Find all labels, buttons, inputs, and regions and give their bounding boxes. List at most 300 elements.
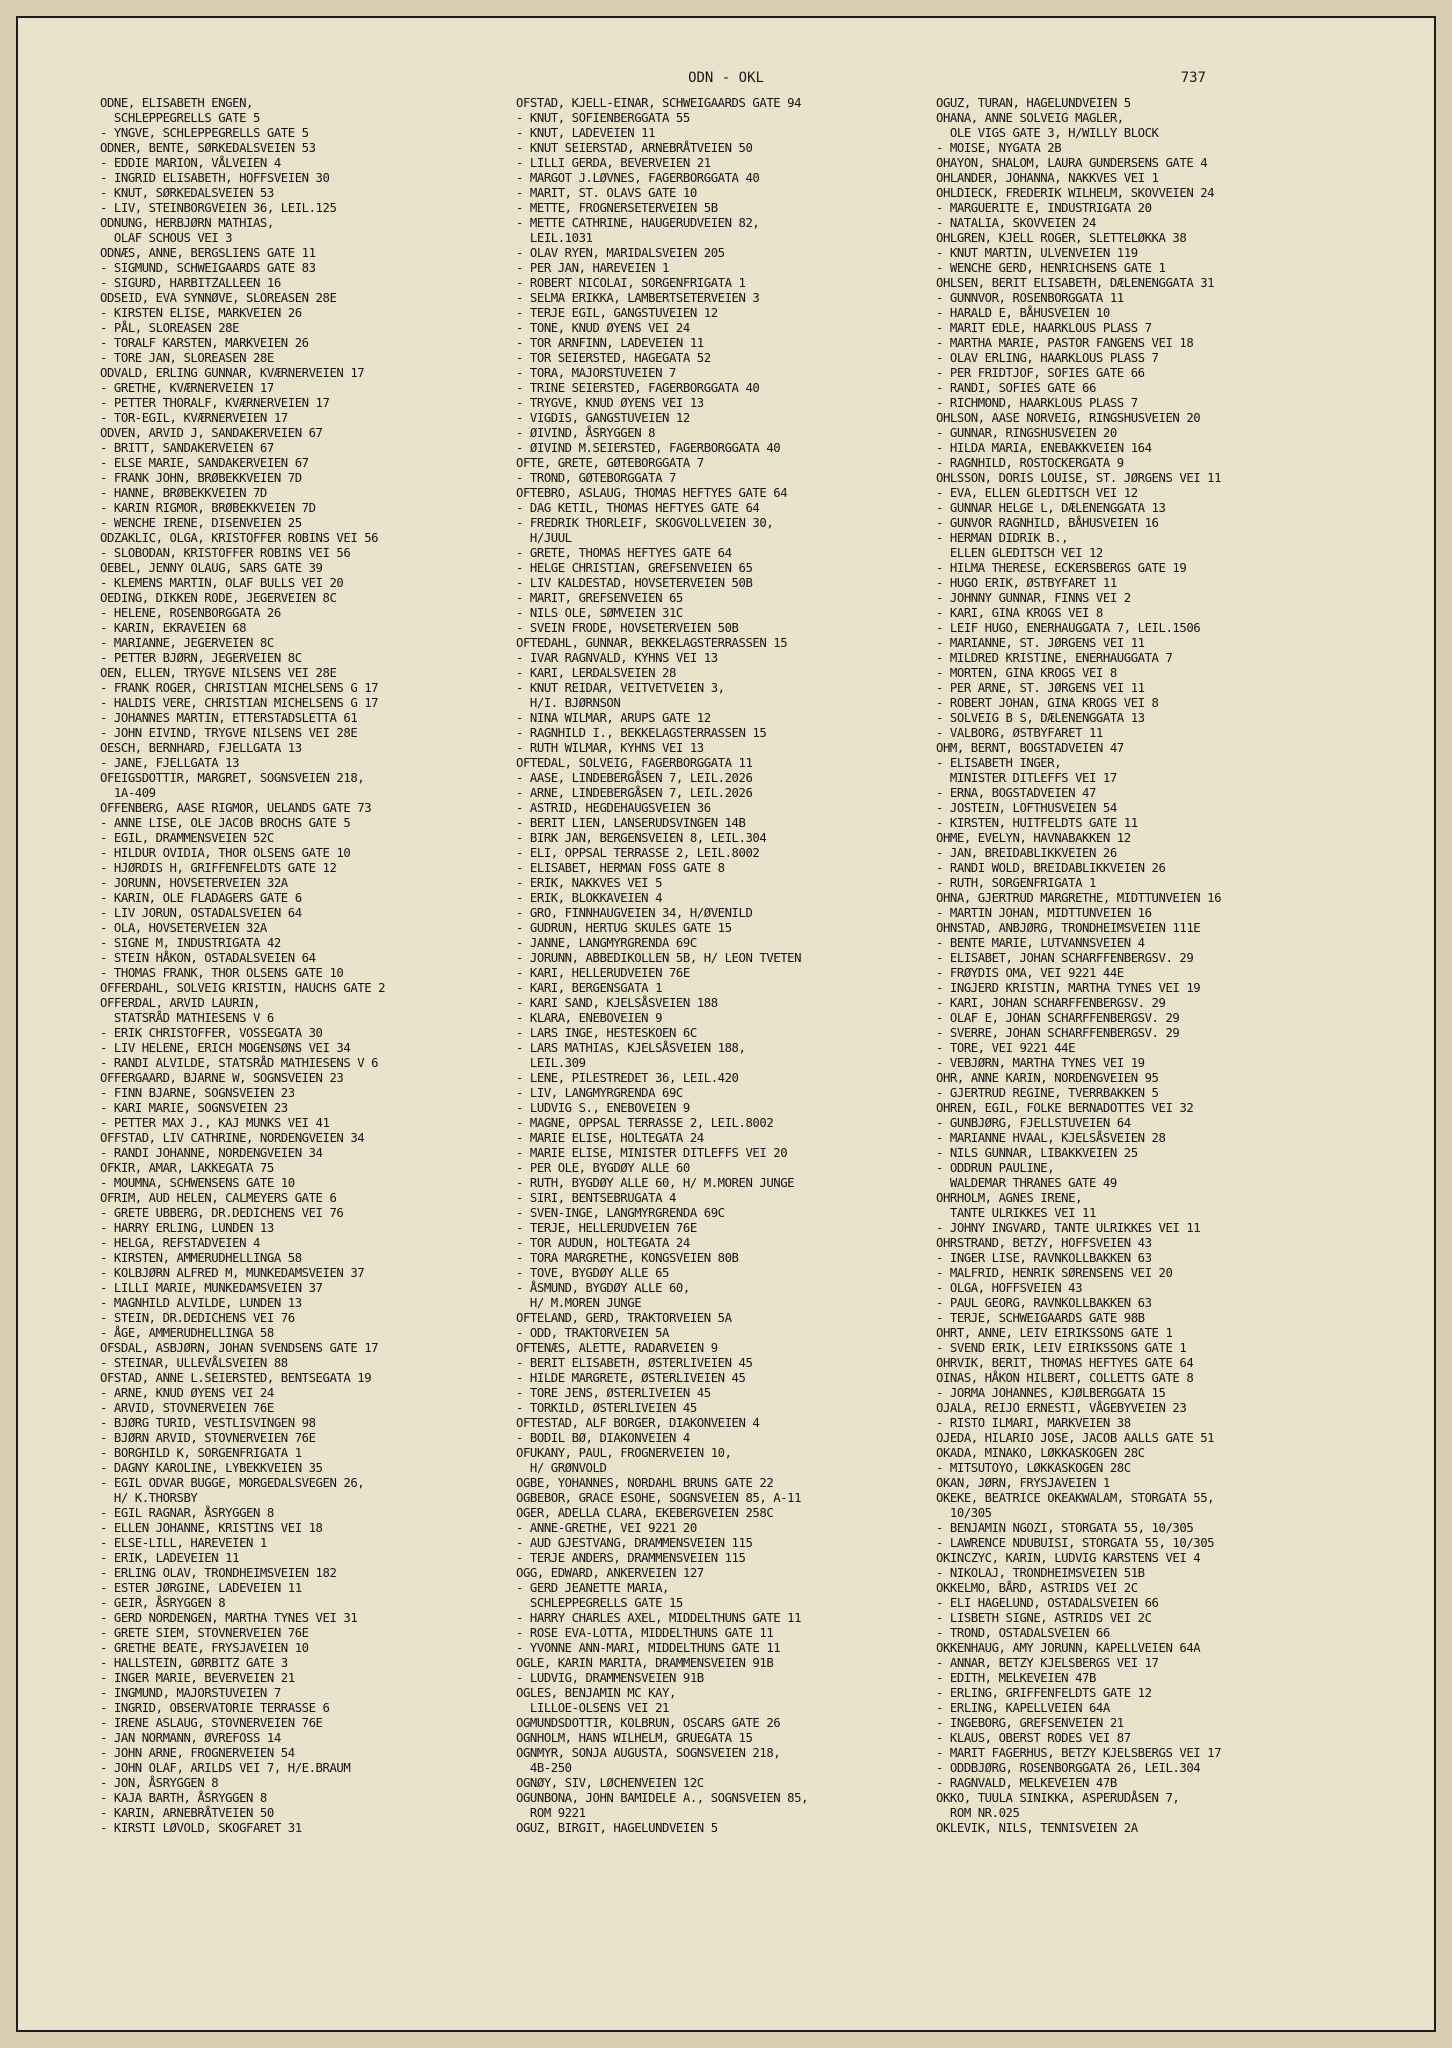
directory-entry-line: - TORE JAN, SLOREASEN 28E: [100, 351, 274, 365]
page-header: [18, 70, 1434, 96]
column-1: [100, 96, 520, 1836]
directory-entry-line: - KLEMENS MARTIN, OLAF BULLS VEI 20: [100, 576, 344, 590]
directory-entry-line: ROM 9221: [516, 1806, 586, 1820]
directory-entry-line: - KLAUS, OBERST RODES VEI 87: [936, 1731, 1131, 1745]
directory-entry-line: OFSTAD, ANNE L.SEIERSTED, BENTSEGATA 19: [100, 1371, 372, 1385]
directory-entry-line: - BORGHILD K, SORGENFRIGATA 1: [100, 1446, 302, 1460]
directory-entry-line: - ERIK, NAKKVES VEI 5: [516, 876, 663, 890]
directory-entry-line: - HILDUR OVIDIA, THOR OLSENS GATE 10: [100, 846, 351, 860]
directory-entry-line: ODNUNG, HERBJØRN MATHIAS,: [100, 216, 274, 230]
directory-entry-line: - AASE, LINDEBERGÅSEN 7, LEIL.2026: [516, 771, 753, 785]
directory-entry-line: OFFSTAD, LIV CATHRINE, NORDENGVEIEN 34: [100, 1131, 365, 1145]
directory-entry-line: - ELLEN JOHANNE, KRISTINS VEI 18: [100, 1521, 323, 1535]
directory-entry-line: MINISTER DITLEFFS VEI 17: [936, 771, 1117, 785]
directory-entry-line: OFEIGSDOTTIR, MARGRET, SOGNSVEIEN 218,: [100, 771, 365, 785]
directory-entry-line: - HELGE CHRISTIAN, GREFSENVEIEN 65: [516, 561, 753, 575]
directory-entry-line: - TERJE, HELLERUDVEIEN 76E: [516, 1221, 697, 1235]
directory-entry-line: - SIRI, BENTSEBRUGATA 4: [516, 1191, 676, 1205]
directory-entry-line: - ANNE LISE, OLE JACOB BROCHS GATE 5: [100, 816, 351, 830]
directory-entry-line: - DAGNY KAROLINE, LYBEKKVEIEN 35: [100, 1461, 323, 1475]
directory-entry-line: - ANNAR, BETZY KJELSBERGS VEI 17: [936, 1656, 1159, 1670]
directory-entry-line: - ERLING OLAV, TRONDHEIMSVEIEN 182: [100, 1566, 337, 1580]
directory-entry-line: - ODDRUN PAULINE,: [936, 1161, 1055, 1175]
directory-entry-line: - ERIK, LADEVEIEN 11: [100, 1551, 240, 1565]
directory-entry-line: WALDEMAR THRANES GATE 49: [936, 1176, 1117, 1190]
directory-entry-line: - TORA MARGRETHE, KONGSVEIEN 80B: [516, 1251, 739, 1265]
directory-entry-line: - PETTER MAX J., KAJ MUNKS VEI 41: [100, 1116, 330, 1130]
directory-entry-line: OGLE, KARIN MARITA, DRAMMENSVEIEN 91B: [516, 1656, 774, 1670]
directory-entry-line: - ERNA, BOGSTADVEIEN 47: [936, 786, 1096, 800]
directory-entry-line: - PETTER BJØRN, JEGERVEIEN 8C: [100, 651, 302, 665]
directory-entry-line: OEDING, DIKKEN RODE, JEGERVEIEN 8C: [100, 591, 337, 605]
directory-entry-line: - KOLBJØRN ALFRED M, MUNKEDAMSVEIEN 37: [100, 1266, 365, 1280]
directory-entry-line: - TOR-EGIL, KVÆRNERVEIEN 17: [100, 411, 288, 425]
directory-entry-line: - GERD JEANETTE MARIA,: [516, 1581, 669, 1595]
directory-entry-line: - GRO, FINNHAUGVEIEN 34, H/ØVENILD: [516, 906, 753, 920]
directory-entry-line: OKKENHAUG, AMY JORUNN, KAPELLVEIEN 64A: [936, 1641, 1201, 1655]
directory-entry-line: - ERLING, GRIFFENFELDTS GATE 12: [936, 1686, 1152, 1700]
directory-entry-line: - KARIN RIGMOR, BRØBEKKVEIEN 7D: [100, 501, 316, 515]
directory-entry-line: - MAGNE, OPPSAL TERRASSE 2, LEIL.8002: [516, 1116, 774, 1130]
directory-entry-line: OHM, BERNT, BOGSTADVEIEN 47: [936, 741, 1124, 755]
directory-entry-line: - SIGNE M, INDUSTRIGATA 42: [100, 936, 281, 950]
directory-entry-line: - PER OLE, BYGDØY ALLE 60: [516, 1161, 690, 1175]
directory-entry-line: - RANDI JOHANNE, NORDENGVEIEN 34: [100, 1146, 323, 1160]
directory-entry-line: - VIGDIS, GANGSTUVEIEN 12: [516, 411, 690, 425]
directory-entry-line: - FRØYDIS OMA, VEI 9221 44E: [936, 966, 1124, 980]
directory-entry-line: OFTEDAHL, GUNNAR, BEKKELAGSTERRASSEN 15: [516, 636, 788, 650]
directory-entry-line: OFTEBRO, ASLAUG, THOMAS HEFTYES GATE 64: [516, 486, 788, 500]
directory-entry-line: - INGER MARIE, BEVERVEIEN 21: [100, 1671, 295, 1685]
directory-entry-line: - ERIK, BLOKKAVEIEN 4: [516, 891, 663, 905]
directory-entry-line: - EGIL ODVAR BUGGE, MORGEDALSVEGEN 26,: [100, 1476, 365, 1490]
directory-entry-line: - ÅSMUND, BYGDØY ALLE 60,: [516, 1281, 690, 1295]
directory-entry-line: - METTE, FROGNERSETERVEIEN 5B: [516, 201, 718, 215]
directory-entry-line: - IVAR RAGNVALD, KYHNS VEI 13: [516, 651, 718, 665]
directory-entry-line: - FRANK ROGER, CHRISTIAN MICHELSENS G 17: [100, 681, 379, 695]
directory-entry-line: ODVALD, ERLING GUNNAR, KVÆRNERVEIEN 17: [100, 366, 365, 380]
directory-entry-line: OLE VIGS GATE 3, H/WILLY BLOCK: [936, 126, 1159, 140]
directory-entry-line: - GRETE SIEM, STOVNERVEIEN 76E: [100, 1626, 309, 1640]
directory-entry-line: OFRIM, AUD HELEN, CALMEYERS GATE 6: [100, 1191, 337, 1205]
directory-entry-line: - HERMAN DIDRIK B.,: [936, 531, 1069, 545]
directory-entry-line: - TROND, OSTADALSVEIEN 66: [936, 1626, 1110, 1640]
directory-entry-line: - ELSE MARIE, SANDAKERVEIEN 67: [100, 456, 309, 470]
directory-entry-line: - HUGO ERIK, ØSTBYFARET 11: [936, 576, 1117, 590]
directory-entry-line: LILLOE-OLSENS VEI 21: [516, 1701, 669, 1715]
directory-entry-line: - LIV KALDESTAD, HOVSETERVEIEN 50B: [516, 576, 753, 590]
directory-entry-line: - TORA, MAJORSTUVEIEN 7: [516, 366, 676, 380]
directory-entry-line: - LIV HELENE, ERICH MOGENSØNS VEI 34: [100, 1041, 351, 1055]
directory-entry-line: - RANDI, SOFIES GATE 66: [936, 381, 1096, 395]
directory-entry-line: - LUDVIG S., ENEBOVEIEN 9: [516, 1101, 690, 1115]
directory-entry-line: STATSRÅD MATHIESENS V 6: [100, 1011, 274, 1025]
column-3: [936, 96, 1406, 1836]
directory-entry-line: - JORMA JOHANNES, KJØLBERGGATA 15: [936, 1386, 1166, 1400]
directory-entry-line: - KARI, GINA KROGS VEI 8: [936, 606, 1103, 620]
directory-entry-line: - RANDI ALVILDE, STATSRÅD MATHIESENS V 6: [100, 1056, 379, 1070]
directory-entry-line: - RUTH, BYGDØY ALLE 60, H/ M.MOREN JUNGE: [516, 1176, 795, 1190]
directory-entry-line: OHLDIECK, FREDERIK WILHELM, SKOVVEIEN 24: [936, 186, 1215, 200]
name-range: ODN - OKL: [688, 70, 764, 86]
directory-entry-line: - HELENE, ROSENBORGGATA 26: [100, 606, 281, 620]
directory-entry-line: - JOHN ARNE, FROGNERVEIEN 54: [100, 1746, 295, 1760]
directory-entry-line: OHRSTRAND, BETZY, HOFFSVEIEN 43: [936, 1236, 1152, 1250]
directory-entry-line: OESCH, BERNHARD, FJELLGATA 13: [100, 741, 302, 755]
directory-entry-line: - JAN, BREIDABLIKKVEIEN 26: [936, 846, 1117, 860]
directory-entry-line: LEIL.309: [516, 1056, 586, 1070]
directory-entry-line: - BERIT ELISABETH, ØSTERLIVEIEN 45: [516, 1356, 753, 1370]
directory-entry-line: - ØIVIND M.SEIERSTED, FAGERBORGGATA 40: [516, 441, 781, 455]
directory-entry-line: OGNØY, SIV, LØCHENVEIEN 12C: [516, 1776, 704, 1790]
directory-entry-line: OHME, EVELYN, HAVNABAKKEN 12: [936, 831, 1131, 845]
directory-entry-line: - GUNNAR, RINGSHUSVEIEN 20: [936, 426, 1117, 440]
directory-entry-line: - OLAV ERLING, HAARKLOUS PLASS 7: [936, 351, 1159, 365]
directory-entry-line: - ELI HAGELUND, OSTADALSVEIEN 66: [936, 1596, 1159, 1610]
directory-entry-line: TANTE ULRIKKES VEI 11: [936, 1206, 1096, 1220]
directory-entry-line: - FINN BJARNE, SOGNSVEIEN 23: [100, 1086, 295, 1100]
directory-entry-line: - KARIN, OLE FLADAGERS GATE 6: [100, 891, 302, 905]
directory-entry-line: - INGJERD KRISTIN, MARTHA TYNES VEI 19: [936, 981, 1201, 995]
directory-entry-line: - WENCHE IRENE, DISENVEIEN 25: [100, 516, 302, 530]
directory-entry-line: - ERIK CHRISTOFFER, VOSSEGATA 30: [100, 1026, 323, 1040]
directory-entry-line: - JOHNNY GUNNAR, FINNS VEI 2: [936, 591, 1131, 605]
directory-entry-line: - GRETE, THOMAS HEFTYES GATE 64: [516, 546, 732, 560]
directory-entry-line: - BENTE MARIE, LUTVANNSVEIEN 4: [936, 936, 1145, 950]
directory-entry-line: - EDDIE MARION, VÅLVEIEN 4: [100, 156, 281, 170]
directory-entry-line: - STEINAR, ULLEVÅLSVEIEN 88: [100, 1356, 288, 1370]
directory-entry-line: - GUDRUN, HERTUG SKULES GATE 15: [516, 921, 732, 935]
directory-entry-line: OHRHOLM, AGNES IRENE,: [936, 1191, 1083, 1205]
directory-entry-line: OHLGREN, KJELL ROGER, SLETTELØKKA 38: [936, 231, 1187, 245]
directory-entry-line: - ELSE-LILL, HAREVEIEN 1: [100, 1536, 267, 1550]
directory-entry-line: H/ GRØNVOLD: [516, 1461, 607, 1475]
directory-entry-line: OGNHOLM, HANS WILHELM, GRUEGATA 15: [516, 1731, 753, 1745]
directory-entry-line: - LARS INGE, HESTESKOEN 6C: [516, 1026, 697, 1040]
directory-entry-line: H/ K.THORSBY: [100, 1491, 198, 1505]
directory-entry-line: OHRVIK, BERIT, THOMAS HEFTYES GATE 64: [936, 1356, 1194, 1370]
directory-entry-line: - ROBERT NICOLAI, SORGENFRIGATA 1: [516, 276, 746, 290]
directory-entry-line: - KNUT, SØRKEDALSVEIEN 53: [100, 186, 274, 200]
directory-entry-line: - ROBERT JOHAN, GINA KROGS VEI 8: [936, 696, 1159, 710]
directory-entry-line: - MILDRED KRISTINE, ENERHAUGGATA 7: [936, 651, 1173, 665]
directory-entry-line: - SELMA ERIKKA, LAMBERTSETERVEIEN 3: [516, 291, 760, 305]
directory-entry-line: ODZAKLIC, OLGA, KRISTOFFER ROBINS VEI 56: [100, 531, 379, 545]
directory-entry-line: - MARTIN JOHAN, MIDTTUNVEIEN 16: [936, 906, 1152, 920]
directory-entry-line: OEN, ELLEN, TRYGVE NILSENS VEI 28E: [100, 666, 337, 680]
directory-entry-line: - KIRSTEN ELISE, MARKVEIEN 26: [100, 306, 302, 320]
directory-entry-line: - ELISABET, HERMAN FOSS GATE 8: [516, 861, 725, 875]
directory-entry-line: - TOR ARNFINN, LADEVEIEN 11: [516, 336, 704, 350]
directory-entry-line: OGBEBOR, GRACE ESOHE, SOGNSVEIEN 85, A-11: [516, 1491, 802, 1505]
directory-entry-line: - GERD NORDENGEN, MARTHA TYNES VEI 31: [100, 1611, 358, 1625]
directory-entry-line: OFSTAD, KJELL-EINAR, SCHWEIGAARDS GATE 94: [516, 96, 802, 110]
directory-entry-line: - TERJE EGIL, GANGSTUVEIEN 12: [516, 306, 718, 320]
directory-entry-line: OHANA, ANNE SOLVEIG MAGLER,: [936, 111, 1124, 125]
directory-entry-line: - EGIL RAGNAR, ÅSRYGGEN 8: [100, 1506, 274, 1520]
directory-entry-line: - ELISABET, JOHAN SCHARFFENBERGSV. 29: [936, 951, 1194, 965]
directory-entry-line: 1A-409: [100, 786, 156, 800]
directory-entry-line: SCHLEPPEGRELLS GATE 15: [516, 1596, 683, 1610]
directory-entry-line: - TROND, GØTEBORGGATA 7: [516, 471, 676, 485]
directory-entry-line: - TOR SEIERSTED, HAGEGATA 52: [516, 351, 711, 365]
directory-entry-line: OGG, EDWARD, ANKERVEIEN 127: [516, 1566, 704, 1580]
directory-entry-line: - HJØRDIS H, GRIFFENFELDTS GATE 12: [100, 861, 337, 875]
directory-entry-line: - RUTH WILMAR, KYHNS VEI 13: [516, 741, 704, 755]
directory-entry-line: OGBE, YOHANNES, NORDAHL BRUNS GATE 22: [516, 1476, 774, 1490]
directory-entry-line: - ODD, TRAKTORVEIEN 5A: [516, 1326, 669, 1340]
directory-entry-line: ROM NR.025: [936, 1806, 1020, 1820]
directory-entry-line: - MARGOT J.LØVNES, FAGERBORGGATA 40: [516, 171, 760, 185]
directory-entry-line: OKEKE, BEATRICE OKEAKWALAM, STORGATA 55,: [936, 1491, 1215, 1505]
directory-entry-line: OFFERDAL, ARVID LAURIN,: [100, 996, 260, 1010]
directory-entry-line: - MARIT, GREFSENVEIEN 65: [516, 591, 683, 605]
directory-entry-line: - TERJE, SCHWEIGAARDS GATE 98B: [936, 1311, 1145, 1325]
directory-entry-line: - GUNBJØRG, FJELLSTUVEIEN 64: [936, 1116, 1131, 1130]
directory-entry-line: - LILLI GERDA, BEVERVEIEN 21: [516, 156, 711, 170]
directory-entry-line: - RICHMOND, HAARKLOUS PLASS 7: [936, 396, 1138, 410]
directory-entry-line: - PETTER THORALF, KVÆRNERVEIEN 17: [100, 396, 330, 410]
directory-entry-line: - LIV JORUN, OSTADALSVEIEN 64: [100, 906, 302, 920]
directory-entry-line: - WENCHE GERD, HENRICHSENS GATE 1: [936, 261, 1166, 275]
directory-entry-line: - ASTRID, HEGDEHAUGSVEIEN 36: [516, 801, 711, 815]
directory-entry-line: - KNUT SEIERSTAD, ARNEBRÅTVEIEN 50: [516, 141, 753, 155]
directory-entry-line: OFTE, GRETE, GØTEBORGGATA 7: [516, 456, 704, 470]
directory-entry-line: - PER ARNE, ST. JØRGENS VEI 11: [936, 681, 1145, 695]
directory-entry-line: - NATALIA, SKOVVEIEN 24: [936, 216, 1096, 230]
directory-entry-line: - GRETHE, KVÆRNERVEIEN 17: [100, 381, 274, 395]
directory-entry-line: - DAG KETIL, THOMAS HEFTYES GATE 64: [516, 501, 760, 515]
directory-entry-line: - ESTER JØRGINE, LADEVEIEN 11: [100, 1581, 302, 1595]
directory-entry-line: - JOHN EIVIND, TRYGVE NILSENS VEI 28E: [100, 726, 358, 740]
directory-entry-line: OFFERGAARD, BJARNE W, SOGNSVEIEN 23: [100, 1071, 344, 1085]
directory-entry-line: - THOMAS FRANK, THOR OLSENS GATE 10: [100, 966, 344, 980]
directory-entry-line: - MARIT FAGERHUS, BETZY KJELSBERGS VEI 17: [936, 1746, 1222, 1760]
directory-entry-line: - BIRK JAN, BERGENSVEIEN 8, LEIL.304: [516, 831, 767, 845]
directory-entry-line: OFTESTAD, ALF BORGER, DIAKONVEIEN 4: [516, 1416, 760, 1430]
directory-entry-line: OHLANDER, JOHANNA, NAKKVES VEI 1: [936, 171, 1159, 185]
directory-entry-line: OHLSSON, DORIS LOUISE, ST. JØRGENS VEI 11: [936, 471, 1222, 485]
directory-entry-line: - INGER LISE, RAVNKOLLBAKKEN 63: [936, 1251, 1152, 1265]
directory-entry-line: ODNE, ELISABETH ENGEN,: [100, 96, 253, 110]
directory-entry-line: - ARVID, STOVNERVEIEN 76E: [100, 1401, 274, 1415]
directory-entry-line: H/I. BJØRNSON: [516, 696, 621, 710]
directory-entry-line: - TORE, VEI 9221 44E: [936, 1041, 1076, 1055]
directory-entry-line: OFUKANY, PAUL, FROGNERVEIEN 10,: [516, 1446, 732, 1460]
directory-entry-line: - RAGNHILD I., BEKKELAGSTERRASSEN 15: [516, 726, 767, 740]
directory-entry-line: - BRITT, SANDAKERVEIEN 67: [100, 441, 274, 455]
directory-entry-line: OFTEDAL, SOLVEIG, FAGERBORGGATA 11: [516, 756, 753, 770]
directory-entry-line: OFTENÆS, ALETTE, RADARVEIEN 9: [516, 1341, 718, 1355]
directory-entry-line: - OLGA, HOFFSVEIEN 43: [936, 1281, 1083, 1295]
directory-entry-line: - ELISABETH INGER,: [936, 756, 1062, 770]
directory-entry-line: OHREN, EGIL, FOLKE BERNADOTTES VEI 32: [936, 1101, 1194, 1115]
directory-entry-line: OHAYON, SHALOM, LAURA GUNDERSENS GATE 4: [936, 156, 1208, 170]
directory-entry-line: - HARALD E, BÅHUSVEIEN 10: [936, 306, 1110, 320]
directory-entry-line: ODVEN, ARVID J, SANDAKERVEIEN 67: [100, 426, 323, 440]
directory-entry-line: - BODIL BØ, DIAKONVEIEN 4: [516, 1431, 690, 1445]
directory-entry-line: - SLOBODAN, KRISTOFFER ROBINS VEI 56: [100, 546, 351, 560]
directory-entry-line: - TRINE SEIERSTED, FAGERBORGGATA 40: [516, 381, 760, 395]
directory-entry-line: - KARIN, ARNEBRÅTVEIEN 50: [100, 1806, 274, 1820]
directory-entry-line: - KIRSTI LØVOLD, SKOGFARET 31: [100, 1821, 302, 1835]
directory-entry-line: - KNUT REIDAR, VEITVETVEIEN 3,: [516, 681, 725, 695]
directory-entry-line: - TORKILD, ØSTERLIVEIEN 45: [516, 1401, 697, 1415]
directory-entry-line: - INGEBORG, GREFSENVEIEN 21: [936, 1716, 1124, 1730]
directory-entry-line: - LISBETH SIGNE, ASTRIDS VEI 2C: [936, 1611, 1152, 1625]
page-number: 737: [1180, 70, 1206, 86]
directory-entry-line: - TRYGVE, KNUD ØYENS VEI 13: [516, 396, 704, 410]
directory-entry-line: - SVEIN FRODE, HOVSETERVEIEN 50B: [516, 621, 739, 635]
directory-entry-line: - KARIN, EKRAVEIEN 68: [100, 621, 247, 635]
directory-entry-line: OGUZ, BIRGIT, HAGELUNDVEIEN 5: [516, 1821, 718, 1835]
directory-entry-line: - SOLVEIG B S, DÆLENENGGATA 13: [936, 711, 1145, 725]
directory-entry-line: - LILLI MARIE, MUNKEDAMSVEIEN 37: [100, 1281, 323, 1295]
directory-entry-line: OKLEVIK, NILS, TENNISVEIEN 2A: [936, 1821, 1138, 1835]
directory-entry-line: OFTELAND, GERD, TRAKTORVEIEN 5A: [516, 1311, 732, 1325]
directory-entry-line: OHLSEN, BERIT ELISABETH, DÆLENENGGATA 31: [936, 276, 1215, 290]
directory-entry-line: - ERLING, KAPELLVEIEN 64A: [936, 1701, 1110, 1715]
directory-entry-line: ODNÆS, ANNE, BERGSLIENS GATE 11: [100, 246, 316, 260]
directory-entry-line: - KNUT MARTIN, ULVENVEIEN 119: [936, 246, 1138, 260]
directory-entry-line: OHRT, ANNE, LEIV EIRIKSSONS GATE 1: [936, 1326, 1173, 1340]
directory-entry-line: - KARI MARIE, SOGNSVEIEN 23: [100, 1101, 288, 1115]
directory-entry-line: - BJØRG TURID, VESTLISVINGEN 98: [100, 1416, 316, 1430]
directory-entry-line: - INGRID ELISABETH, HOFFSVEIEN 30: [100, 171, 330, 185]
directory-entry-line: - OLAF E, JOHAN SCHARFFENBERGSV. 29: [936, 1011, 1180, 1025]
directory-entry-line: - HELGA, REFSTADVEIEN 4: [100, 1236, 260, 1250]
directory-entry-line: - HALLSTEIN, GØRBITZ GATE 3: [100, 1656, 288, 1670]
directory-entry-line: OKKELMO, BÅRD, ASTRIDS VEI 2C: [936, 1581, 1138, 1595]
directory-entry-line: - NIKOLAJ, TRONDHEIMSVEIEN 51B: [936, 1566, 1145, 1580]
directory-entry-line: H/JUUL: [516, 531, 572, 545]
directory-entry-line: - GUNNVOR, ROSENBORGGATA 11: [936, 291, 1124, 305]
directory-entry-line: - ANNE-GRETHE, VEI 9221 20: [516, 1521, 697, 1535]
directory-entry-line: - FRANK JOHN, BRØBEKKVEIEN 7D: [100, 471, 302, 485]
directory-entry-line: - LEIF HUGO, ENERHAUGGATA 7, LEIL.1506: [936, 621, 1201, 635]
directory-entry-line: - KARI, BERGENSGATA 1: [516, 981, 663, 995]
directory-entry-line: - ODDBJØRG, ROSENBORGGATA 26, LEIL.304: [936, 1761, 1201, 1775]
directory-entry-line: - MARIANNE, ST. JØRGENS VEI 11: [936, 636, 1145, 650]
directory-entry-line: ODNER, BENTE, SØRKEDALSVEIEN 53: [100, 141, 316, 155]
directory-entry-line: - TERJE ANDERS, DRAMMENSVEIEN 115: [516, 1551, 746, 1565]
directory-entry-line: - RAGNHILD, ROSTOCKERGATA 9: [936, 456, 1124, 470]
directory-entry-line: - EGIL, DRAMMENSVEIEN 52C: [100, 831, 274, 845]
directory-entry-line: - KNUT, LADEVEIEN 11: [516, 126, 656, 140]
directory-entry-line: - PER FRIDTJOF, SOFIES GATE 66: [936, 366, 1145, 380]
directory-entry-line: - HANNE, BRØBEKKVEIEN 7D: [100, 486, 267, 500]
directory-entry-line: - HILDE MARGRETE, ØSTERLIVEIEN 45: [516, 1371, 746, 1385]
directory-entry-line: - MARGUERITE E, INDUSTRIGATA 20: [936, 201, 1152, 215]
directory-entry-line: - NILS GUNNAR, LIBAKKVEIEN 25: [936, 1146, 1138, 1160]
directory-entry-line: - FREDRIK THORLEIF, SKOGVOLLVEIEN 30,: [516, 516, 774, 530]
directory-entry-line: OINAS, HÅKON HILBERT, COLLETTS GATE 8: [936, 1371, 1194, 1385]
directory-entry-line: - JORUNN, ABBEDIKOLLEN 5B, H/ LEON TVETEN: [516, 951, 802, 965]
directory-entry-line: - GJERTRUD REGINE, TVERRBAKKEN 5: [936, 1086, 1159, 1100]
directory-entry-line: SCHLEPPEGRELLS GATE 5: [100, 111, 260, 125]
directory-entry-line: - KAJA BARTH, ÅSRYGGEN 8: [100, 1791, 267, 1805]
directory-entry-line: - TORALF KARSTEN, MARKVEIEN 26: [100, 336, 309, 350]
directory-entry-line: - KARI, HELLERUDVEIEN 76E: [516, 966, 690, 980]
directory-entry-line: OKINCZYC, KARIN, LUDVIG KARSTENS VEI 4: [936, 1551, 1201, 1565]
directory-entry-line: OEBEL, JENNY OLAUG, SARS GATE 39: [100, 561, 323, 575]
directory-entry-line: 4B-250: [516, 1761, 572, 1775]
directory-entry-line: - EDITH, MELKEVEIEN 47B: [936, 1671, 1096, 1685]
directory-entry-line: OGUNBONA, JOHN BAMIDELE A., SOGNSVEIEN 85,: [516, 1791, 809, 1805]
directory-entry-line: - ELI, OPPSAL TERRASSE 2, LEIL.8002: [516, 846, 760, 860]
directory-entry-line: - GUNVOR RAGNHILD, BÅHUSVEIEN 16: [936, 516, 1159, 530]
directory-entry-line: - MARTHA MARIE, PASTOR FANGENS VEI 18: [936, 336, 1194, 350]
directory-entry-line: - LENE, PILESTREDET 36, LEIL.420: [516, 1071, 739, 1085]
directory-entry-line: - KARI SAND, KJELSÅSVEIEN 188: [516, 996, 718, 1010]
directory-entry-line: - MARIT, ST. OLAVS GATE 10: [516, 186, 697, 200]
directory-entry-line: - MARIE ELISE, HOLTEGATA 24: [516, 1131, 704, 1145]
directory-entry-line: - RAGNVALD, MELKEVEIEN 47B: [936, 1776, 1117, 1790]
directory-entry-line: - BJØRN ARVID, STOVNERVEIEN 76E: [100, 1431, 316, 1445]
directory-entry-line: OLAF SCHOUS VEI 3: [100, 231, 233, 245]
directory-entry-line: - RUTH, SORGENFRIGATA 1: [936, 876, 1096, 890]
directory-entry-line: - MARIE ELISE, MINISTER DITLEFFS VEI 20: [516, 1146, 788, 1160]
directory-entry-line: - IRENE ASLAUG, STOVNERVEIEN 76E: [100, 1716, 323, 1730]
directory-entry-line: OFFENBERG, AASE RIGMOR, UELANDS GATE 73: [100, 801, 372, 815]
directory-entry-line: - JOHNY INGVARD, TANTE ULRIKKES VEI 11: [936, 1221, 1201, 1235]
directory-entry-line: - GUNNAR HELGE L, DÆLENENGGATA 13: [936, 501, 1166, 515]
directory-entry-line: - SVERRE, JOHAN SCHARFFENBERGSV. 29: [936, 1026, 1180, 1040]
directory-entry-line: - KARI, JOHAN SCHARFFENBERGSV. 29: [936, 996, 1166, 1010]
directory-entry-line: - OLAV RYEN, MARIDALSVEIEN 205: [516, 246, 725, 260]
directory-entry-line: OHNA, GJERTRUD MARGRETHE, MIDTTUNVEIEN 16: [936, 891, 1222, 905]
directory-entry-line: OGMUNDSDOTTIR, KOLBRUN, OSCARS GATE 26: [516, 1716, 781, 1730]
directory-entry-line: - KARI, LERDALSVEIEN 28: [516, 666, 676, 680]
directory-entry-line: - HALDIS VERE, CHRISTIAN MICHELSENS G 17: [100, 696, 379, 710]
directory-entry-line: - EVA, ELLEN GLEDITSCH VEI 12: [936, 486, 1138, 500]
directory-entry-line: - INGRID, OBSERVATORIE TERRASSE 6: [100, 1701, 330, 1715]
directory-entry-line: - HILMA THERESE, ECKERSBERGS GATE 19: [936, 561, 1187, 575]
directory-entry-line: OKAN, JØRN, FRYSJAVEIEN 1: [936, 1476, 1110, 1490]
directory-entry-line: - KNUT, SOFIENBERGGATA 55: [516, 111, 690, 125]
directory-entry-line: - GEIR, ÅSRYGGEN 8: [100, 1596, 226, 1610]
directory-entry-line: - MITSUTOYO, LØKKASKOGEN 28C: [936, 1461, 1131, 1475]
directory-entry-line: - PER JAN, HAREVEIEN 1: [516, 261, 669, 275]
directory-entry-line: - KLARA, ENEBOVEIEN 9: [516, 1011, 663, 1025]
directory-entry-line: - RISTO ILMARI, MARKVEIEN 38: [936, 1416, 1131, 1430]
directory-entry-line: - LIV, STEINBORGVEIEN 36, LEIL.125: [100, 201, 337, 215]
directory-entry-line: - PAUL GEORG, RAVNKOLLBAKKEN 63: [936, 1296, 1152, 1310]
directory-entry-line: - JANE, FJELLGATA 13: [100, 756, 240, 770]
directory-entry-line: - SIGMUND, SCHWEIGAARDS GATE 83: [100, 261, 316, 275]
directory-entry-line: - LUDVIG, DRAMMENSVEIEN 91B: [516, 1671, 704, 1685]
directory-entry-line: - PÅL, SLOREASEN 28E: [100, 321, 240, 335]
directory-entry-line: - MOISE, NYGATA 2B: [936, 141, 1062, 155]
directory-entry-line: - TOVE, BYGDØY ALLE 65: [516, 1266, 669, 1280]
directory-entry-line: - YNGVE, SCHLEPPEGRELLS GATE 5: [100, 126, 309, 140]
directory-entry-line: - TOR AUDUN, HOLTEGATA 24: [516, 1236, 690, 1250]
directory-entry-line: - OLA, HOVSETERVEIEN 32A: [100, 921, 267, 935]
directory-entry-line: OFFERDAHL, SOLVEIG KRISTIN, HAUCHS GATE 2: [100, 981, 386, 995]
directory-entry-line: OHLSON, AASE NORVEIG, RINGSHUSVEIEN 20: [936, 411, 1201, 425]
directory-entry-line: OGNMYR, SONJA AUGUSTA, SOGNSVEIEN 218,: [516, 1746, 781, 1760]
directory-page: [18, 18, 1434, 2030]
directory-entry-line: ELLEN GLEDITSCH VEI 12: [936, 546, 1103, 560]
directory-entry-line: OHNSTAD, ANBJØRG, TRONDHEIMSVEIEN 111E: [936, 921, 1201, 935]
directory-entry-line: - SIGURD, HARBITZALLEEN 16: [100, 276, 281, 290]
directory-entry-line: - JOHANNES MARTIN, ETTERSTADSLETTA 61: [100, 711, 358, 725]
directory-entry-line: - GRETE UBBERG, DR.DEDICHENS VEI 76: [100, 1206, 344, 1220]
directory-entry-line: - MAGNHILD ALVILDE, LUNDEN 13: [100, 1296, 302, 1310]
directory-entry-line: - JAN NORMANN, ØVREFOSS 14: [100, 1731, 281, 1745]
directory-entry-line: - JON, ÅSRYGGEN 8: [100, 1776, 219, 1790]
directory-entry-line: - VALBORG, ØSTBYFARET 11: [936, 726, 1103, 740]
